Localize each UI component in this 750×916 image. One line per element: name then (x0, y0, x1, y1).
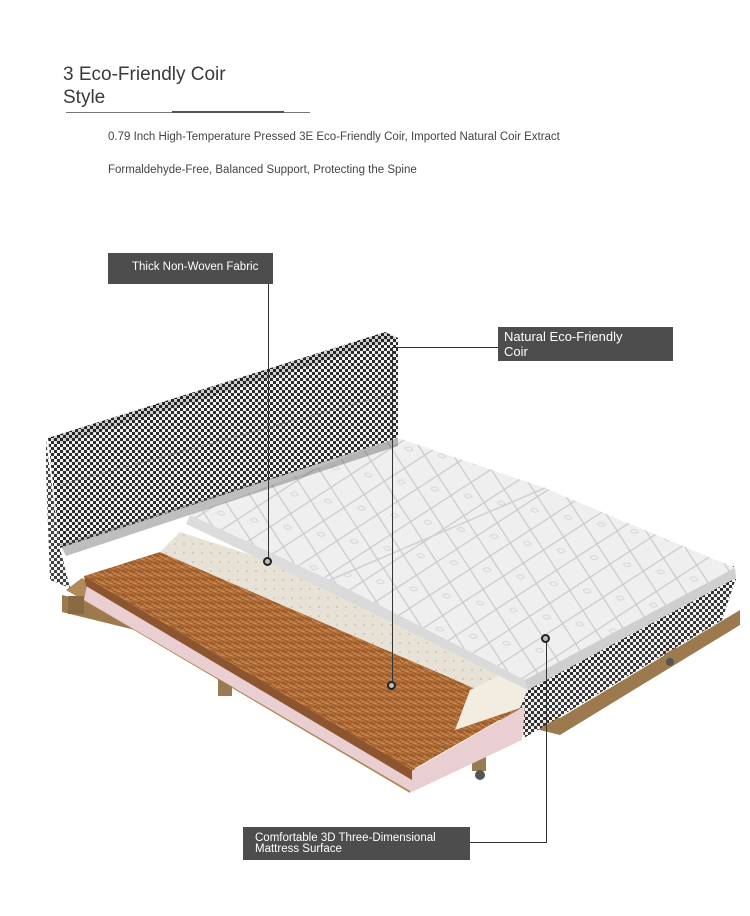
fabric-leader-line (268, 284, 269, 562)
title-line-1: 3 Eco-Friendly Coir (63, 64, 226, 85)
fabric-marker-dot (263, 557, 272, 566)
description-line-2: Formaldehyde-Free, Balanced Support, Protecting the Spine (108, 164, 417, 176)
coir-marker-dot (387, 681, 396, 690)
surface-callout-label (243, 827, 470, 860)
description-line-1: 0.79 Inch High-Temperature Pressed 3E Eco-Friendly Coir, Imported Natural Coir Extract (108, 131, 560, 143)
coir-leader-line-vertical (392, 348, 393, 685)
surface-leader-line-vertical (546, 639, 547, 842)
fabric-callout-label (108, 253, 273, 284)
fabric-callout-text: Thick Non-Woven Fabric (132, 261, 259, 273)
surface-leader-line-horizontal (470, 842, 547, 843)
coir-callout-label (498, 327, 673, 361)
coir-callout-line-2: Coir (504, 344, 528, 359)
title-line-2: Style (63, 87, 106, 108)
coir-leader-line-horizontal (392, 347, 498, 348)
surface-callout-line-1: Comfortable 3D Three-Dimensional (255, 832, 436, 844)
surface-marker-dot (541, 634, 550, 643)
coir-callout-line-1: Natural Eco-Friendly (504, 329, 623, 344)
surface-callout-line-2: Mattress Surface (255, 843, 342, 855)
